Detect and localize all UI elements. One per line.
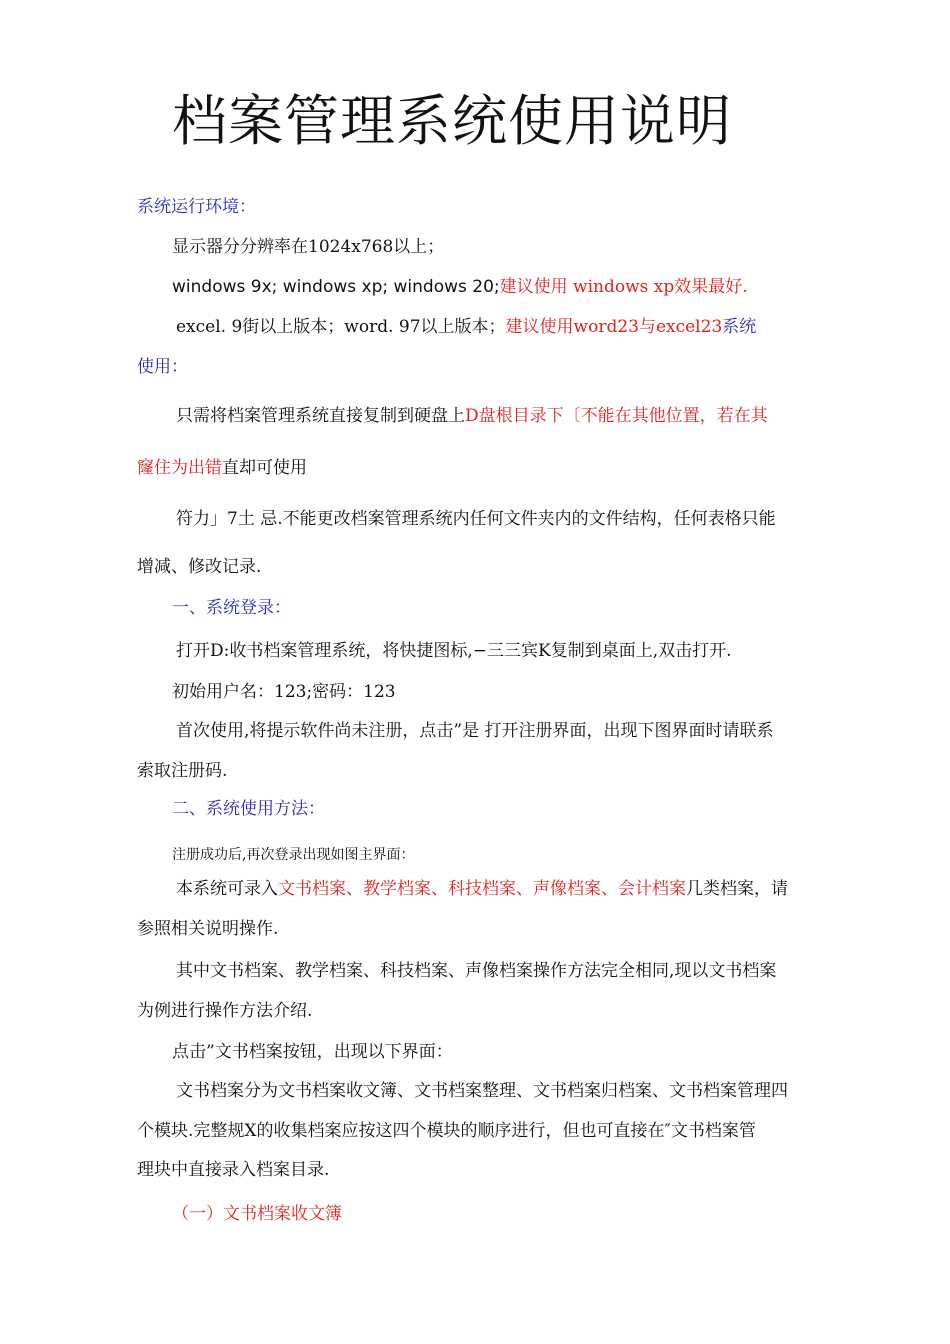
copy-line2-red: 窿住为出错	[137, 458, 222, 478]
note-line-1: 符力」7土 忌.不能更改档案管理系统内任何文件夹内的文件结构，任何表格只能	[176, 509, 776, 529]
login-user-line: 初始用户名：123;密码：123	[172, 682, 396, 702]
copy-red-text: D盘根目录下〔不能在其他位置，若在其	[465, 406, 768, 426]
env-display-text: 显示器分分辨率在1024x768以上；	[172, 237, 445, 257]
page-title: 档案管理系统使用说明	[172, 89, 733, 153]
copy-line-2	[137, 457, 307, 479]
copy-line2-tail: 直却可使用	[222, 458, 307, 478]
section-heading-1: （一）文书档案收文簿	[172, 1204, 342, 1224]
copy-text: 只需将档案管理系统直接复制到硬盘上	[176, 406, 465, 426]
usage-heading: 二、系统使用方法：	[172, 799, 325, 819]
usage-after-register: 注册成功后,再次登录出现如图主界面：	[172, 847, 415, 863]
usage-types-red: 文书档案、教学档案、科技档案、声像档案、会计档案	[278, 879, 686, 899]
env-office-recommend: 建议使用word23与excel23	[505, 317, 723, 337]
note-line-2: 增减、修改记录.	[137, 557, 262, 577]
env-os-recommend: 建议使用 windows xp效果最好.	[499, 277, 748, 297]
env-heading: 系统运行环境：	[137, 197, 256, 217]
modules-line-2: 个模块.完整规X的收集档案应按这四个模块的顺序进行，但也可直接在″文书档案管	[137, 1121, 756, 1141]
usage-types-line-2: 参照相关说明操作.	[137, 919, 279, 939]
usage-types-line	[176, 878, 788, 900]
env-display-line	[172, 236, 444, 258]
login-heading: 一、系统登录：	[172, 598, 291, 618]
env-os-line	[172, 276, 748, 298]
usage-click-line: 点击”文书档案按钮，出现以下界面：	[172, 1042, 453, 1062]
login-first-line-1: 首次使用,将提示软件尚未注册，点击”是 打开注册界面，出现下图界面时请联系	[176, 721, 774, 741]
usage-same-line-1: 其中文书档案、教学档案、科技档案、声像档案操作方法完全相同,现以文书档案	[176, 961, 777, 981]
env-os-text: windows 9x; windows xp; windows 20;	[172, 277, 500, 297]
env-office-text: excel. 9街以上版本；word. 97以上版本；	[176, 317, 506, 337]
usage-types-b: 几类档案，请	[686, 879, 788, 899]
copy-line-1	[176, 405, 768, 427]
env-office-tail-2: 使用：	[137, 357, 188, 377]
env-office-tail: 系统	[722, 317, 757, 337]
usage-same-line-2: 为例进行操作方法介绍.	[137, 1001, 313, 1021]
login-open-line: 打开D:收书档案管理系统，将快捷图标,−三三宾K复制到桌面上,双击打开.	[176, 641, 732, 661]
modules-line-1: 文书档案分为文书档案收文簿、文书档案整理、文书档案归档案、文书档案管理四	[176, 1081, 788, 1101]
modules-line-3: 理块中直接录入档案目录.	[137, 1160, 330, 1180]
login-first-line-2: 索取注册码.	[137, 761, 228, 781]
usage-types-a: 本系统可录入	[176, 879, 278, 899]
env-office-line	[176, 316, 756, 338]
